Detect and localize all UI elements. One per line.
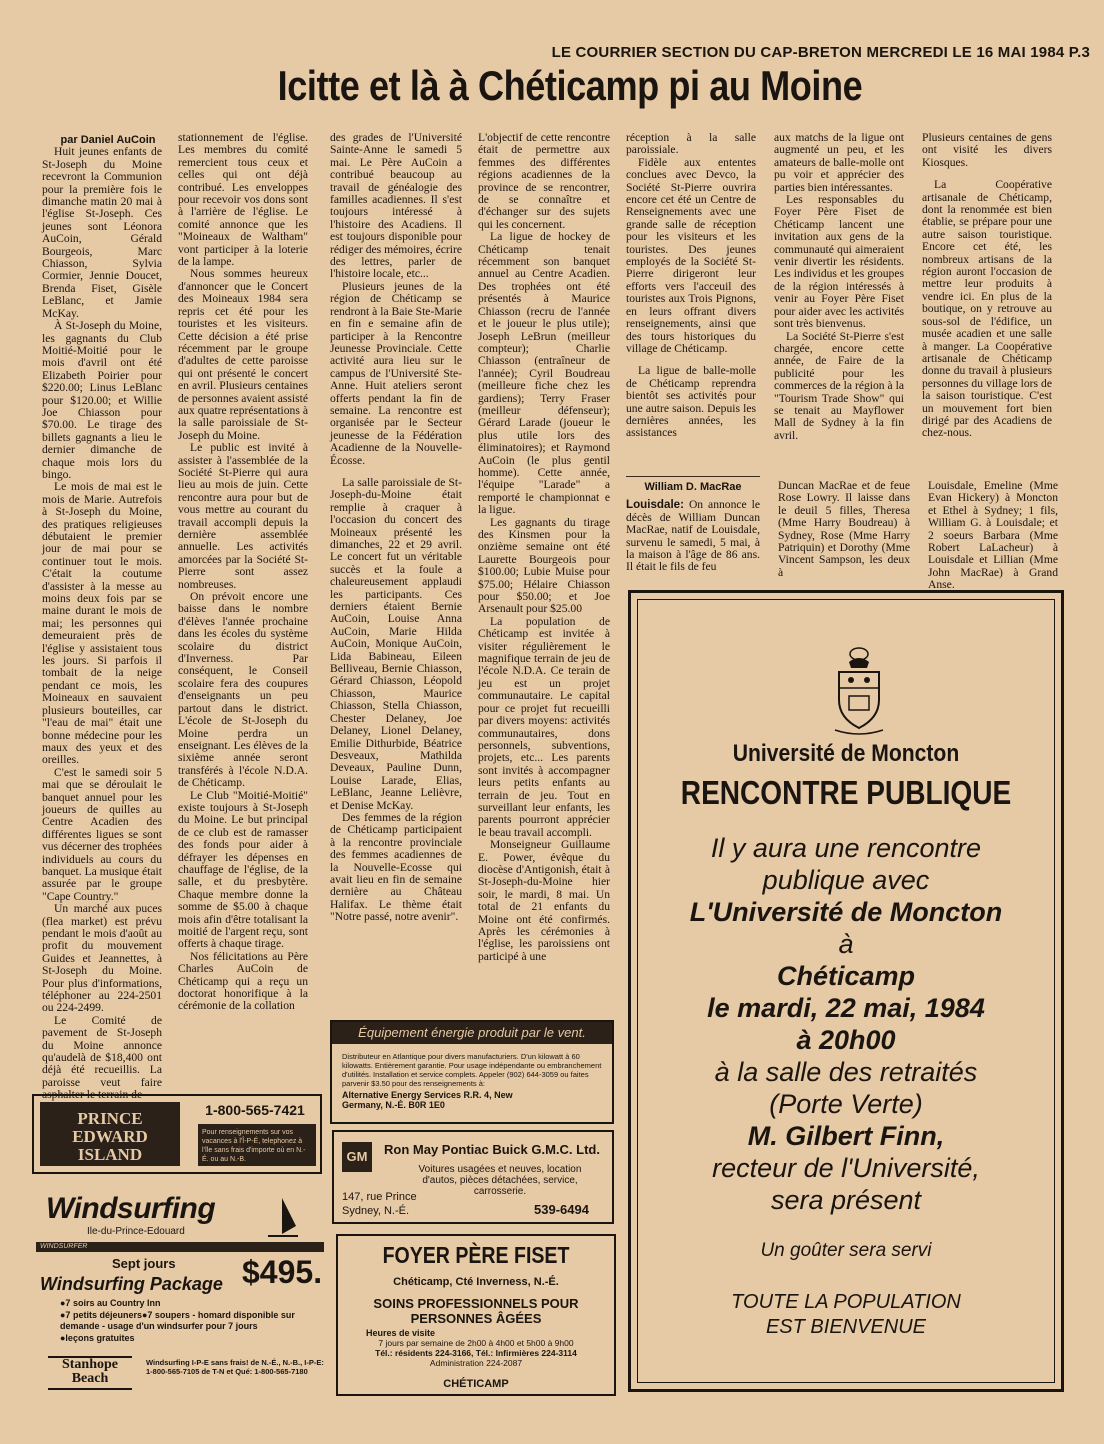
paragraph: L'objectif de cette rencontre était de permettre aux femmes des différentes régions acadiennes de la province de se rencontrer, de se connaître et d'échanger sur des sujets qui les concernent.: [478, 131, 610, 231]
list-item: ●7 soirs au Country Inn: [60, 1298, 161, 1308]
pei-text: Pour renseignements sur vos vacances à l'Î-P-É, telephonez à l'île sans frais d'importe où en N.-É. ou au N.-B.: [198, 1124, 316, 1166]
welcome-line: TOUTE LA POPULATION: [731, 1291, 961, 1313]
paragraph: aux matchs de la ligue ont augmenté un peu, et les amateurs de balle-molle ont pu voir et apprécier des parties bien intéressantes.: [774, 131, 904, 194]
obituary-name: William D. MacRae: [626, 476, 760, 499]
sailboard-icon: [262, 1196, 302, 1242]
energy-address: Alternative Energy Services R.R. 4, New Germany, N.-É. B0R 1E0: [342, 1090, 513, 1110]
foyer-hours: 7 jours par semaine de 2h00 à 4h00 et 5h00 à 9h00: [378, 1338, 574, 1348]
paragraph: Les gagnants du tirage des Kinsmen pour la onzième semaine ont été Laurette Bourgeois pour $100.00; Lubie Muise pour $75.00; Hélaire Chiasson pour $50.00; et Joe Arsenault pour $25.00: [478, 515, 610, 616]
list-item: ●leçons gratuites: [60, 1333, 135, 1343]
rencontre-title: RENCONTRE PUBLIQUE: [680, 774, 1012, 811]
announcement-line: le mardi, 22 mai, 1984: [707, 993, 985, 1023]
pei-tourism-ad[interactable]: [32, 1094, 322, 1174]
paragraph: Fidèle aux ententes conclues avec Devco, la Société St-Pierre ouvrira encore cet été un Centre de Renseignements avec une grande salle de réception pour les visiteurs et les touristes. Des jeunes employés de la Société St-Pierre dirigeront leur efforts vers l'acceuil des touristes aux Trois Pignons, en leurs offrant divers renseignements, ainsi que des tours historiques du village de Chéticamp.: [626, 155, 756, 355]
obituary-text: Louisdale, Emeline (Mme Evan Hickery) à Moncton et Ethel à Sydney; 1 fils, William G. à Louisdale; et 2 soeurs Barbara (Mme Robert LaLacheur) à Louisdale et Lillian (Mme John MacRae) à Grand Anse.: [928, 479, 1058, 592]
windsurfing-list: [60, 1298, 322, 1345]
energy-title: Équipement énergie produit par le vent.: [332, 1022, 612, 1044]
windsurfing-ad[interactable]: [32, 1186, 328, 1396]
obituary-column-a: [626, 476, 760, 588]
gm-logo: GM: [342, 1142, 372, 1172]
paragraph: Nos félicitations au Père Charles AuCoin de Chéticamp qui a reçu un doctorat honorifique à la cérémonie de la collation: [178, 949, 308, 1013]
paragraph: À St-Joseph du Moine, les gagnants du Club Moitié-Moitié pour le mois d'avril ont été Elizabeth Poirier pour $220.00; Linus LeBlanc pour $120.00; et Willie Joe Chiasson pour $70.00. Le tirage des billets gagnants a lieu le dernier dimanche de chaque mois lors du bingo.: [42, 319, 162, 481]
paragraph: des grades de l'Université Sainte-Anne le samedi 5 mai. Le Père AuCoin a contribué beaucoup au travail de généalogie des familles acadiennes. Il s'est toujours intéressé à l'histoire des Acadiens. Il est toujours disponible pour rédiger des mémoires, écrire des lettres, parler de l'histoire locale, etc...: [330, 131, 462, 281]
paragraph: Les responsables du Foyer Père Fiset de Chéticamp lancent une invitation aux gens de la communauté qui aimeraient venir divertir les résidents. Les individus et les groupes de la région intéressés à venir au Foyer Père Fiset pour aider avec les activités sont très bienvenus.: [774, 193, 904, 331]
foyer-services: SOINS PROFESSIONNELS POUR PERSONNES ÂGÉES: [373, 1296, 579, 1326]
windsurfer-bar: WINDSURFER: [36, 1242, 324, 1252]
article-column-1: [42, 134, 162, 1102]
paragraph: On prévoit encore une baisse dans le nombre d'élèves l'année prochaine dans les écoles du système scolaire du district d'Inverness. Par conséquent, le Conseil scolaire fera des coupures d'enseignants un peu partout dans le district. L'école de St-Joseph du Moine perdra un enseignant. Les élèves de la sixième année seront transférés à l'école N.D.A. de Chéticamp.: [178, 590, 308, 790]
announcement-line: publique avec: [762, 865, 930, 895]
obituary-text: Duncan MacRae et de feue Rose Lowry. Il laisse dans le deuil 5 filles, Theresa (Mme Harry Boudreau) à Sydney, Rose (Mme Harry Patriquin) et Dorothy (Mme Vincent Sampson, les deux à: [778, 479, 910, 579]
paragraph: La ligue de hockey de Chéticamp tenait récemment son banquet annuel au Centre Acadien. Des trophées ont été présentés à Maurice Chiasson (recru de l'année et le joueur le plus utile); Joseph LeBrun (meilleur compteur); Charlie Chiasson (entraîneur de l'année); Cyril Boudreau (meilleure fiche chez les gardiens); Terry Fraser (meilleur défenseur); Gérard Larade (joueur le plus utile lors des éliminatoires); et Raymond AuCoin (le plus gentil homme). Cette année, l'équipe "Larade" a remporté le championnat e la ligue.: [478, 230, 610, 517]
obituary-text: On annonce le décès de William Duncan MacRae, natif de Louisdale, survenu le samedi, 5 mai, à la maison à l'âge de 86 ans. Il était le fils de feu: [626, 498, 760, 574]
paragraph: Plusieurs centaines de gens ont visité les divers Kiosques.: [922, 131, 1052, 169]
pei-logo: PRINCE EDWARD ISLAND: [40, 1102, 180, 1166]
foyer-footer: CHÉTICAMP: [443, 1378, 509, 1390]
stanhope-logo: Stanhope Beach: [48, 1356, 132, 1390]
windsurfing-package: Windsurfing Package: [40, 1274, 223, 1294]
gouter-note: Un goûter sera servi: [760, 1240, 932, 1261]
foyer-info: [338, 1338, 614, 1368]
foyer-ad[interactable]: [336, 1234, 616, 1396]
paragraph: Le mois de mai est le mois de Marie. Autrefois à St-Joseph du Moine, des pratiques religieuses débutaient le premier jour de mai pour se continuer tout le mois. C'était la coutume d'assister à la messe au moins deux fois par se maine durant le mois de mai; les personnes qui demeuraient près de l'église y assistaient tous les jours. Si parfois il tombait de la neige pendant ce mois, les Moineaux en sauvaient plusieurs bouteilles, car "l'eau de mai" était une bonne médecine pour les maux des yeux et des oreilles.: [42, 480, 162, 767]
foyer-hours-label: Heures de visite: [366, 1328, 436, 1338]
list-item: ●7 petits déjeuners●7 soupers - homard disponible sur demande - usage d'un windsurfer pour 7 jours: [60, 1310, 295, 1331]
obituary-column-c: [928, 479, 1058, 592]
windsurfing-contact: Windsurfing I-P-E sans frais! de N.-É., N.-B., I-P-E: 1-800-565-7105 de T-N et Qué: 1-800-565-7180: [146, 1358, 324, 1376]
gm-address: [342, 1190, 417, 1218]
announcement-line: Chéticamp: [776, 961, 916, 991]
article-column-5: [626, 132, 756, 472]
gm-dealer-name: Ron May Pontiac Buick G.M.C. Ltd.: [384, 1142, 600, 1157]
foyer-phones: Tél.: résidents 224-3166, Tél.: Infirmières 224-3114: [375, 1348, 577, 1358]
paragraph: La salle paroissiale de St-Joseph-du-Moine était remplie à craquer à l'occasion du concert des Moineaux présenté les dimanches, 22 et 29 avril. Le concert fut un véritable succès et la foule a chaleureusement applaudi les participants. Ces derniers étaient Bernie AuCoin, Louise Anna AuCoin, Marie Hilda AuCoin, Monique AuCoin, Lida Babineau, Eileen Belliveau, Bernie Chiasson, Gérard Chiasson, Léopold Chiasson, Maurice Chiasson, Stella Chiasson, Chester Delaney, Joe Delaney, Lionel Delaney, Emilie Dithurbide, Béatrice Desveaux, Mathilda Deveaux, Pauline Dunn, Louise Larade, Elias, LeBlanc, Jeanne Lelièvre, et Denise McKay.: [330, 475, 462, 812]
article-column-7: [922, 132, 1052, 472]
paragraph: Un marché aux puces (flea market) est prévu pendant le mois d'août au profit du mouvement Guides et Jeannettes, à St-Joseph du Moine. Pour plus d'informations, téléphoner au 224-2501 ou 224-2499.: [42, 902, 162, 1015]
paragraph: La Société St-Pierre s'est chargée, encore cette année, de Faire de la publicité pour les commerces de la région à la "Tourism Trade Show" qui se tenait au Mayflower Mall de Sydney à la fin avril.: [774, 329, 904, 442]
article-column-6: [774, 132, 904, 472]
paragraph: Le public est invité à assister à l'assemblée de la Société St-Pierre qui aura lieu au mois de juin. Cette rencontre aura pour but de vous mettre au courant du travail accompli depuis la dernière assemblée annuelle. Les activités amorcées par la Société St-Pierre sont assez nombreuses.: [178, 441, 308, 591]
university-name: Université de Moncton: [732, 740, 960, 767]
gm-description: Voitures usagées et neuves, location d'autos, pièces détachées, service, carrosserie.: [418, 1164, 582, 1197]
paragraph: Monseigneur Guillaume E. Power, évêque du diocèse d'Antigonish, était à St-Joseph-du-Moine hier soir, le mardi, 8 mai. Un total de 21 enfants du Moine ont été confirmés. Après les cérémonies à l'église, les paroissiens ont participé à une: [478, 838, 610, 963]
announcement-line: L'Université de Moncton: [689, 897, 1003, 927]
paragraph: Le Club "Moitié-Moitié" existe toujours à St-Joseph du Moine. Le but principal de ce club est de ramasser des fonds pour aider à défrayer les dépenses en chauffage de l'église, de la salle, et du presbytère. Chaque membre donne la somme de $5.00 à chaque mois afin d'être totalisant la moitié de l'argent reçu, sont offerts à chaque tirage.: [178, 788, 308, 951]
paragraph: réception à la salle paroissiale.: [626, 131, 756, 157]
gm-dealer-ad[interactable]: [332, 1130, 614, 1224]
welcome-line: EST BIENVENUE: [765, 1316, 927, 1338]
energy-ad[interactable]: [330, 1020, 614, 1124]
energy-body: Distributeur en Atlantique pour divers manufacturiers. D'un kilowatt à 60 kilowatts. Entièrement garantie. Pour usage indépendante ou embranchement d'utilités. Installation et service complets. Appeler (902) 644-3059 ou faites parvenir $3.50 pour des renseignements à:: [342, 1052, 602, 1088]
announcement-line: Il y aura une rencontre: [710, 833, 982, 863]
foyer-title: FOYER PÈRE FISET: [382, 1242, 570, 1268]
pei-phone: 1-800-565-7421: [205, 1102, 305, 1118]
paragraph: stationnement de l'église. Les membres du comité remercient tous ceux et celles qui ont déjà contribué. Les enveloppes pour recevoir vos dons sont à l'arrière de l'église. Le comité annonce que les "Moineaux de Waltham" vont participer à la loterie de la lampe.: [178, 131, 308, 269]
announcement-line: sera présent: [770, 1185, 922, 1215]
windsurfing-duration: Sept jours: [112, 1256, 176, 1271]
article-column-3: [330, 132, 462, 1016]
headline: Icitte et là à Chéticamp pi au Moine: [277, 62, 863, 109]
byline: par Daniel AuCoin: [60, 134, 156, 146]
article-column-2: [178, 132, 308, 1076]
university-crest-icon: [831, 644, 887, 738]
paragraph: La Coopérative artisanale de Chéticamp, dont la renommée est bien établie, se prépare pour une autre saison touristique. Encore cet été, les nombreux artisans de la région auront l'occasion de mettre leur produits à vendre ici. En plus de la boutique, on y retrouve au sous-sol de l'édifice, un musée acadien et une salle à manger. La Coopérative artisanale de Chéticamp donne du travail à plusieurs personnes du village lors de la saison touristique. C'est un mouvement fort bien dirigé par des Acadiens de chez-nous.: [922, 178, 1052, 440]
paragraph: La population de Chéticamp est invitée à visiter régulièrement le magnifique terrain de jeu de l'école N.D.A. Ce terain de jeu est un projet communautaire. Le capital pour ce projet fut recueilli par divers moyens: activités communautaires, dons personnels, subventions, projets, etc... Les parents sont invités à accompagner leurs petits enfants au terrain de jeu. Tout en surveillant leur enfants, les parents pourront apprécier le beau travail accompli.: [478, 614, 610, 839]
announcement-line: à: [838, 929, 854, 959]
announcement-line: à la salle des retraités: [714, 1057, 978, 1087]
foyer-location: Chéticamp, Cté Inverness, N.-É.: [393, 1276, 559, 1288]
welcome-note: [638, 1290, 1054, 1340]
windsurfing-subtitle: Ile-du-Prince-Edouard: [87, 1226, 185, 1237]
paragraph: C'est le samedi soir 5 mai que se déroulait le banquet annuel pour les joueurs de quilles au Centre Acadien des différentes ligues se sont vus décerner des trophées individuels au cours du banquet. La musique était assurée par le groupe "Cape Country.": [42, 765, 162, 903]
paragraph: Nous sommes heureux d'annoncer que le Concert des Moineaux 1984 sera repris cet été pour les touristes et les visiteurs. Cette décision a été prise récemment par le groupe d'adultes de cette paroisse qui ont présenté le concert en avril. Plusieurs centaines de personnes avaient assisté aux quatre représentations à la salle paroissiale de St-Joseph du Moine.: [178, 267, 308, 442]
page-folio: LE COURRIER SECTION DU CAP-BRETON MERCREDI LE 16 MAI 1984 P.3: [551, 44, 1090, 61]
obituary-column-b: [778, 480, 910, 588]
foyer-admin: Administration 224-2087: [429, 1358, 523, 1368]
windsurfing-price: $495.: [242, 1254, 323, 1290]
announcement-body: [638, 832, 1054, 1216]
article-column-4: [478, 132, 610, 1016]
gm-phone: 539-6494: [534, 1202, 589, 1217]
obituary-place: Louisdale:: [626, 498, 684, 512]
announcement-line: M. Gilbert Finn,: [747, 1121, 945, 1151]
paragraph: Plusieurs jeunes de la région de Chéticamp se rendront à la Baie Ste-Marie en fin e semaine afin de participer à la Rencontre Jeunesse Provinciale. Cette activité aura lieu sur le campus de l'Université Ste-Anne. Huit ateliers seront offerts pendant la fin de semaine. La rencontre est organisée par le Secteur jeunesse de la Fédération Acadienne de la Nouvelle-Écosse.: [330, 279, 462, 467]
paragraph: Des femmes de la région de Chéticamp participaient à la rencontre provinciale des femmes acadiennes de la Nouvelle-Ecosse qui avait lieu en fin de semaine dernière au Château Halifax. Le thème était "Notre passé, notre avenir".: [330, 810, 462, 924]
paragraph: Huit jeunes enfants de St-Joseph du Moine recevront la Communion pour la première fois le dimanche matin 20 mai à l'église St-Joseph. Ces jeunes sont Léonora AuCoin, Gérald Bourgeois, Marc Chiasson, Sylvia Cormier, Jennie Doucet, Brenda Fiset, Gisèle LeBlanc, et Jamie McKay.: [42, 145, 162, 320]
paragraph: Le Comité de pavement de St-Joseph du Moine annonce qu'audelà de $18,400 ont déjà été recueillis. La paroisse veut faire asphalter le terrain de: [42, 1013, 162, 1102]
paragraph: La ligue de balle-molle de Chéticamp reprendra bientôt ses activités pour une autre saison. Depuis les dernières années, les assistances: [626, 364, 756, 440]
windsurfing-title: Windsurfing: [46, 1192, 216, 1225]
announcement-line: recteur de l'Université,: [712, 1153, 980, 1183]
announcement-line: (Porte Verte): [769, 1089, 923, 1119]
ad-inner-frame: [637, 599, 1055, 1383]
announcement-line: à 20h00: [796, 1025, 896, 1055]
gm-address-line: Sydney, N.-É.: [342, 1205, 410, 1217]
gm-address-line: 147, rue Prince: [342, 1191, 417, 1203]
universite-moncton-ad[interactable]: [628, 590, 1064, 1392]
